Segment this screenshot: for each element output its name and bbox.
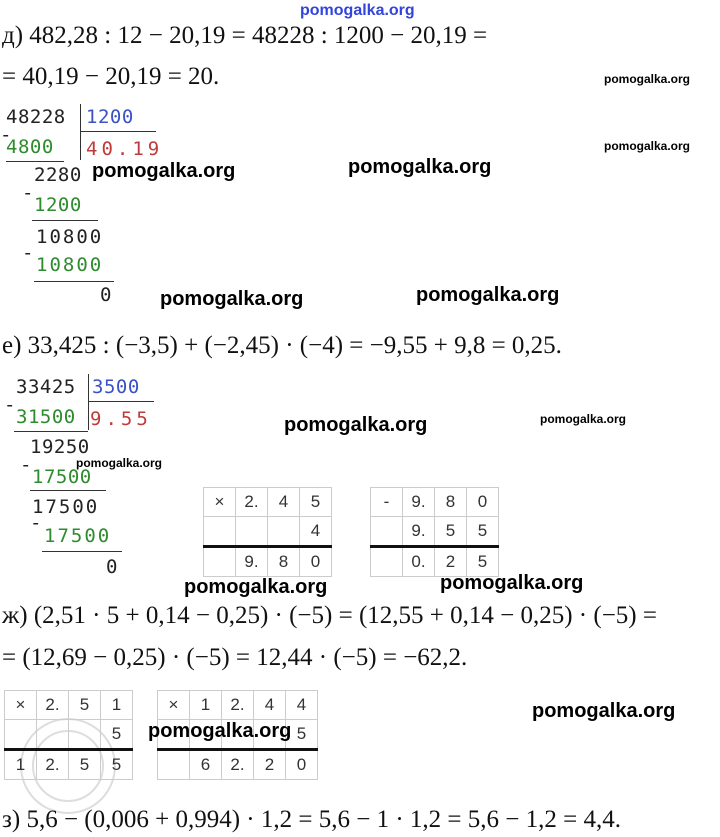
cell: 5 (69, 691, 101, 720)
dividend: 33425 (16, 376, 76, 398)
cell: 2 (435, 547, 467, 577)
watermark-top: pomogalka.org (300, 2, 415, 19)
cell (158, 750, 190, 780)
remainder-1: 2280 (34, 164, 82, 186)
cell (5, 720, 37, 750)
minus-sign: - (4, 394, 16, 416)
cell: 4 (300, 517, 332, 547)
division-result: 0 (106, 556, 118, 578)
cell: 5 (467, 517, 499, 547)
cell: 9. (236, 547, 268, 577)
cell: 1 (190, 691, 222, 720)
underline (34, 281, 114, 282)
subtrahend-3: 10800 (36, 254, 104, 276)
minus-sign: - (22, 242, 34, 264)
quotient: 40.19 (86, 138, 164, 160)
minus-sign: - (0, 124, 12, 146)
cell: 9. (403, 488, 435, 517)
subtraction-table-e (370, 487, 499, 577)
cell: 4 (268, 488, 300, 517)
cell: 9. (403, 517, 435, 547)
watermark: pomogalka.org (416, 284, 560, 306)
watermark: pomogalka.org (148, 720, 292, 742)
remainder-1: 19250 (30, 436, 90, 458)
watermark: pomogalka.org (540, 412, 627, 426)
cell: - (371, 488, 403, 517)
cell: × (204, 488, 236, 517)
cell (204, 517, 236, 547)
watermark: pomogalka.org (604, 72, 691, 86)
cell (37, 720, 69, 750)
subtrahend-3: 17500 (44, 525, 112, 547)
cell: 5 (101, 750, 133, 780)
subtrahend-1: 4800 (6, 136, 54, 158)
cell: × (158, 691, 190, 720)
cell: 1 (5, 750, 37, 780)
subtrahend-2: 1200 (34, 194, 82, 216)
cell: 8 (435, 488, 467, 517)
problem-e-line1: е) 33,425 : (−3,5) + (−2,45) · (−4) = −9,55 + 9,8 = 0,25. (2, 332, 562, 359)
problem-zh-line2: = (12,69 − 0,25) · (−5) = 12,44 · (−5) = −62,2. (2, 644, 468, 671)
cell: 8 (268, 547, 300, 577)
cell (69, 720, 101, 750)
cell: 5 (300, 488, 332, 517)
minus-sign: - (30, 512, 42, 534)
division-bar (80, 104, 81, 160)
cell (371, 517, 403, 547)
problem-z-line1: з) 5,6 − (0,006 + 0,994) · 1,2 = 5,6 − 1 · 1,2 = 5,6 − 1,2 = 4,4. (2, 806, 621, 833)
cell: 5 (435, 517, 467, 547)
cell: 5 (101, 720, 133, 750)
cell: 0 (300, 547, 332, 577)
underline (14, 431, 88, 432)
minus-sign: - (20, 454, 32, 476)
division-bar (88, 374, 89, 430)
watermark: pomogalka.org (532, 700, 676, 722)
cell (204, 547, 236, 577)
watermark: pomogalka.org (92, 160, 236, 182)
watermark: pomogalka.org (440, 572, 584, 594)
problem-zh-line1: ж) (2,51 · 5 + 0,14 − 0,25) · (−5) = (12,55 + 0,14 − 0,25) · (−5) = (2, 602, 657, 629)
cell: 5 (467, 547, 499, 577)
watermark: pomogalka.org (76, 456, 163, 470)
cell: 0 (286, 750, 318, 780)
subtrahend-1: 31500 (16, 406, 76, 428)
minus-sign: - (22, 182, 34, 204)
cell: 2. (37, 691, 69, 720)
underline (30, 490, 106, 491)
watermark: pomogalka.org (604, 139, 691, 153)
cell: 1 (101, 691, 133, 720)
underline (32, 220, 98, 221)
divisor: 3500 (92, 376, 140, 398)
cell: 0. (403, 547, 435, 577)
quotient: 9.55 (90, 408, 152, 430)
cell (371, 547, 403, 577)
divisor-underline (88, 401, 154, 402)
cell: 4 (286, 691, 318, 720)
division-result: 0 (100, 284, 112, 306)
cell: 4 (254, 691, 286, 720)
underline (42, 551, 122, 552)
multiplication-table-e (203, 487, 332, 577)
divisor-underline (80, 131, 156, 132)
cell: 2. (222, 691, 254, 720)
problem-d-line1: д) 482,28 : 12 − 20,19 = 48228 : 1200 − 20,19 = (2, 22, 488, 49)
cell: 2 (254, 750, 286, 780)
problem-d-line2: = 40,19 − 20,19 = 20. (2, 63, 220, 90)
watermark: pomogalka.org (160, 288, 304, 310)
cell (236, 517, 268, 547)
cell: 0 (467, 488, 499, 517)
watermark: pomogalka.org (284, 414, 428, 436)
watermark: pomogalka.org (348, 156, 492, 178)
subtrahend-2: 17500 (32, 466, 92, 488)
remainder-2: 10800 (36, 226, 104, 248)
dividend: 48228 (6, 106, 66, 128)
remainder-2: 17500 (32, 496, 100, 518)
cell: 2. (222, 750, 254, 780)
watermark: pomogalka.org (184, 576, 328, 598)
cell: 5 (69, 750, 101, 780)
cell (268, 517, 300, 547)
cell: 6 (190, 750, 222, 780)
cell: × (5, 691, 37, 720)
multiplication-table-zh-1 (4, 690, 133, 780)
underline (6, 161, 64, 162)
cell: 2. (236, 488, 268, 517)
divisor: 1200 (86, 106, 134, 128)
cell: 5 (286, 720, 318, 750)
cell: 2. (37, 750, 69, 780)
